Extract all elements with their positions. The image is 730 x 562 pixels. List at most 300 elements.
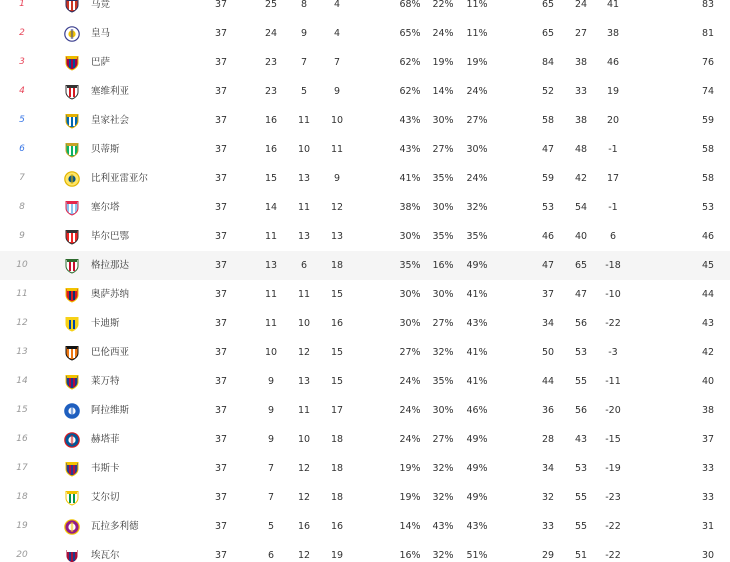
loss-pct-cell: 41% <box>466 347 488 358</box>
win-pct-cell: 43% <box>399 115 421 126</box>
osasuna-crest-icon <box>64 287 80 303</box>
goals-for-cell: 33 <box>541 521 555 532</box>
played-cell: 37 <box>214 57 228 68</box>
goals-against-cell: 38 <box>574 57 588 68</box>
win-pct-cell: 38% <box>399 202 421 213</box>
points-cell: 44 <box>701 289 715 300</box>
goals-against-cell: 55 <box>574 492 588 503</box>
loss-pct-cell: 32% <box>466 202 488 213</box>
goal-diff-cell: -1 <box>608 144 618 155</box>
huesca-crest-icon <box>64 461 80 477</box>
loss-pct-cell: 11% <box>466 28 488 39</box>
draws-cell: 13 <box>297 231 311 242</box>
draws-cell: 11 <box>297 289 311 300</box>
played-cell: 37 <box>214 28 228 39</box>
rank-cell: 8 <box>19 202 25 212</box>
points-cell: 58 <box>701 173 715 184</box>
goal-diff-cell: -15 <box>605 434 621 445</box>
loss-pct-cell: 35% <box>466 231 488 242</box>
wins-cell: 14 <box>264 202 278 213</box>
goal-diff-cell: -19 <box>605 463 621 474</box>
draws-cell: 13 <box>297 173 311 184</box>
draws-cell: 16 <box>297 521 311 532</box>
losses-cell: 7 <box>333 57 341 68</box>
win-pct-cell: 68% <box>399 0 421 10</box>
wins-cell: 16 <box>264 144 278 155</box>
draw-pct-cell: 14% <box>432 86 454 97</box>
points-cell: 45 <box>701 260 715 271</box>
wins-cell: 25 <box>264 0 278 10</box>
goals-for-cell: 36 <box>541 405 555 416</box>
rank-cell: 18 <box>16 492 28 502</box>
draws-cell: 12 <box>297 550 311 561</box>
goals-against-cell: 33 <box>574 86 588 97</box>
goal-diff-cell: -11 <box>605 376 621 387</box>
goal-diff-cell: -22 <box>605 521 621 532</box>
points-cell: 31 <box>701 521 715 532</box>
goals-for-cell: 32 <box>541 492 555 503</box>
losses-cell: 15 <box>330 347 344 358</box>
losses-cell: 10 <box>330 115 344 126</box>
goals-against-cell: 65 <box>574 260 588 271</box>
goals-for-cell: 46 <box>541 231 555 242</box>
goals-against-cell: 40 <box>574 231 588 242</box>
table-row[interactable] <box>0 193 730 222</box>
losses-cell: 17 <box>330 405 344 416</box>
table-row[interactable] <box>0 280 730 309</box>
wins-cell: 6 <box>267 550 275 561</box>
played-cell: 37 <box>214 347 228 358</box>
goals-for-cell: 65 <box>541 28 555 39</box>
table-row[interactable] <box>0 251 730 280</box>
team-name-link[interactable]: 毕尔巴鄂 <box>91 231 130 242</box>
wins-cell: 5 <box>267 521 275 532</box>
goals-against-cell: 27 <box>574 28 588 39</box>
granada-crest-icon <box>64 258 80 274</box>
draws-cell: 6 <box>300 260 308 271</box>
points-cell: 83 <box>701 0 715 10</box>
goals-for-cell: 34 <box>541 463 555 474</box>
goals-for-cell: 37 <box>541 289 555 300</box>
wins-cell: 15 <box>264 173 278 184</box>
win-pct-cell: 35% <box>399 260 421 271</box>
wins-cell: 9 <box>267 405 275 416</box>
table-row[interactable] <box>0 541 730 562</box>
wins-cell: 11 <box>264 289 278 300</box>
team-name-link[interactable]: 比利亚雷亚尔 <box>91 173 149 184</box>
goal-diff-cell: -22 <box>605 550 621 561</box>
points-cell: 40 <box>701 376 715 387</box>
atletico-crest-icon <box>64 0 80 13</box>
rank-cell: 11 <box>16 289 28 299</box>
points-cell: 81 <box>701 28 715 39</box>
real-sociedad-crest-icon <box>64 113 80 129</box>
rank-cell: 7 <box>19 173 25 183</box>
draw-pct-cell: 43% <box>432 521 454 532</box>
win-pct-cell: 30% <box>399 289 421 300</box>
goals-for-cell: 34 <box>541 318 555 329</box>
draws-cell: 9 <box>300 28 308 39</box>
rank-cell: 3 <box>19 57 25 67</box>
draws-cell: 10 <box>297 144 311 155</box>
rank-cell: 9 <box>19 231 25 241</box>
team-name-link[interactable]: 格拉那达 <box>91 260 130 271</box>
rank-cell: 14 <box>16 376 28 386</box>
win-pct-cell: 43% <box>399 144 421 155</box>
played-cell: 37 <box>214 463 228 474</box>
loss-pct-cell: 24% <box>466 86 488 97</box>
loss-pct-cell: 27% <box>466 115 488 126</box>
draw-pct-cell: 30% <box>432 289 454 300</box>
wins-cell: 13 <box>264 260 278 271</box>
losses-cell: 9 <box>333 173 341 184</box>
table-row[interactable] <box>0 425 730 454</box>
goals-against-cell: 56 <box>574 405 588 416</box>
goal-diff-cell: 41 <box>606 0 620 10</box>
valencia-crest-icon <box>64 345 80 361</box>
table-row[interactable] <box>0 367 730 396</box>
goals-against-cell: 24 <box>574 0 588 10</box>
wins-cell: 10 <box>264 347 278 358</box>
loss-pct-cell: 49% <box>466 463 488 474</box>
win-pct-cell: 24% <box>399 376 421 387</box>
goals-for-cell: 84 <box>541 57 555 68</box>
table-row[interactable] <box>0 338 730 367</box>
betis-crest-icon <box>64 142 80 158</box>
goals-against-cell: 53 <box>574 347 588 358</box>
goals-for-cell: 28 <box>541 434 555 445</box>
played-cell: 37 <box>214 202 228 213</box>
elche-crest-icon <box>64 490 80 506</box>
win-pct-cell: 19% <box>399 492 421 503</box>
rank-cell: 5 <box>19 115 25 125</box>
celta-crest-icon <box>64 200 80 216</box>
points-cell: 42 <box>701 347 715 358</box>
wins-cell: 11 <box>264 318 278 329</box>
sevilla-crest-icon <box>64 84 80 100</box>
rank-cell: 15 <box>16 405 28 415</box>
win-pct-cell: 16% <box>399 550 421 561</box>
losses-cell: 16 <box>330 318 344 329</box>
goals-for-cell: 53 <box>541 202 555 213</box>
draws-cell: 10 <box>297 434 311 445</box>
draw-pct-cell: 32% <box>432 347 454 358</box>
points-cell: 38 <box>701 405 715 416</box>
played-cell: 37 <box>214 0 228 10</box>
losses-cell: 15 <box>330 376 344 387</box>
played-cell: 37 <box>214 260 228 271</box>
goals-for-cell: 52 <box>541 86 555 97</box>
cadiz-crest-icon <box>64 316 80 332</box>
goal-diff-cell: 6 <box>609 231 617 242</box>
goal-diff-cell: 17 <box>606 173 620 184</box>
loss-pct-cell: 51% <box>466 550 488 561</box>
eibar-crest-icon <box>64 548 80 562</box>
team-name-link[interactable]: 塞维利亚 <box>91 86 130 97</box>
draws-cell: 5 <box>300 86 308 97</box>
points-cell: 53 <box>701 202 715 213</box>
goals-for-cell: 58 <box>541 115 555 126</box>
team-name-link[interactable]: 瓦拉多利德 <box>91 521 139 532</box>
table-row[interactable] <box>0 454 730 483</box>
win-pct-cell: 24% <box>399 434 421 445</box>
draw-pct-cell: 32% <box>432 463 454 474</box>
win-pct-cell: 62% <box>399 57 421 68</box>
goals-against-cell: 56 <box>574 318 588 329</box>
goal-diff-cell: -23 <box>605 492 621 503</box>
losses-cell: 9 <box>333 86 341 97</box>
losses-cell: 4 <box>333 0 341 10</box>
goals-against-cell: 43 <box>574 434 588 445</box>
team-name-link[interactable]: 韦斯卡 <box>91 463 120 474</box>
goals-for-cell: 47 <box>541 144 555 155</box>
table-row[interactable] <box>0 309 730 338</box>
table-row[interactable] <box>0 512 730 541</box>
played-cell: 37 <box>214 376 228 387</box>
goal-diff-cell: 38 <box>606 28 620 39</box>
goals-for-cell: 65 <box>541 0 555 10</box>
table-row[interactable] <box>0 106 730 135</box>
draw-pct-cell: 19% <box>432 57 454 68</box>
draw-pct-cell: 32% <box>432 492 454 503</box>
athletic-crest-icon <box>64 229 80 245</box>
points-cell: 30 <box>701 550 715 561</box>
goal-diff-cell: -18 <box>605 260 621 271</box>
points-cell: 59 <box>701 115 715 126</box>
draw-pct-cell: 27% <box>432 144 454 155</box>
loss-pct-cell: 46% <box>466 405 488 416</box>
win-pct-cell: 24% <box>399 405 421 416</box>
loss-pct-cell: 49% <box>466 434 488 445</box>
goals-against-cell: 48 <box>574 144 588 155</box>
draws-cell: 10 <box>297 318 311 329</box>
goals-for-cell: 47 <box>541 260 555 271</box>
loss-pct-cell: 19% <box>466 57 488 68</box>
wins-cell: 7 <box>267 492 275 503</box>
goals-against-cell: 51 <box>574 550 588 561</box>
loss-pct-cell: 49% <box>466 492 488 503</box>
draws-cell: 12 <box>297 463 311 474</box>
wins-cell: 16 <box>264 115 278 126</box>
played-cell: 37 <box>214 86 228 97</box>
points-cell: 58 <box>701 144 715 155</box>
wins-cell: 9 <box>267 376 275 387</box>
losses-cell: 15 <box>330 289 344 300</box>
wins-cell: 7 <box>267 463 275 474</box>
win-pct-cell: 30% <box>399 231 421 242</box>
getafe-crest-icon <box>64 432 80 448</box>
barcelona-crest-icon <box>64 55 80 71</box>
rank-cell: 6 <box>19 144 25 154</box>
table-row[interactable] <box>0 164 730 193</box>
levante-crest-icon <box>64 374 80 390</box>
played-cell: 37 <box>214 144 228 155</box>
points-cell: 37 <box>701 434 715 445</box>
goals-against-cell: 42 <box>574 173 588 184</box>
goals-against-cell: 47 <box>574 289 588 300</box>
played-cell: 37 <box>214 173 228 184</box>
goal-diff-cell: -10 <box>605 289 621 300</box>
draws-cell: 13 <box>297 376 311 387</box>
draws-cell: 11 <box>297 115 311 126</box>
team-name-link[interactable]: 赫塔菲 <box>91 434 120 445</box>
draw-pct-cell: 30% <box>432 405 454 416</box>
team-name-link[interactable]: 艾尔切 <box>91 492 120 503</box>
loss-pct-cell: 30% <box>466 144 488 155</box>
draw-pct-cell: 24% <box>432 28 454 39</box>
win-pct-cell: 30% <box>399 318 421 329</box>
team-name-link[interactable]: 莱万特 <box>91 376 120 387</box>
team-name-link[interactable]: 巴伦西亚 <box>91 347 130 358</box>
goals-against-cell: 55 <box>574 376 588 387</box>
wins-cell: 9 <box>267 434 275 445</box>
played-cell: 37 <box>214 405 228 416</box>
rank-cell: 19 <box>16 521 28 531</box>
goals-for-cell: 59 <box>541 173 555 184</box>
win-pct-cell: 41% <box>399 173 421 184</box>
draw-pct-cell: 27% <box>432 434 454 445</box>
draw-pct-cell: 35% <box>432 231 454 242</box>
losses-cell: 12 <box>330 202 344 213</box>
rank-cell: 4 <box>19 86 25 96</box>
valladolid-crest-icon <box>64 519 80 535</box>
team-name-link[interactable]: 马竞 <box>91 0 111 10</box>
goal-diff-cell: -1 <box>608 202 618 213</box>
table-row[interactable] <box>0 483 730 512</box>
rank-cell: 1 <box>19 0 25 9</box>
real-madrid-crest-icon <box>64 26 80 42</box>
rank-cell: 2 <box>19 28 25 38</box>
draw-pct-cell: 35% <box>432 376 454 387</box>
team-name-link[interactable]: 塞尔塔 <box>91 202 120 213</box>
loss-pct-cell: 43% <box>466 318 488 329</box>
team-name-link[interactable]: 卡迪斯 <box>91 318 120 329</box>
draw-pct-cell: 22% <box>432 0 454 10</box>
draws-cell: 12 <box>297 347 311 358</box>
table-row[interactable] <box>0 77 730 106</box>
team-name-link[interactable]: 皇马 <box>91 28 111 39</box>
wins-cell: 23 <box>264 86 278 97</box>
rank-cell: 16 <box>16 434 28 444</box>
draws-cell: 11 <box>297 405 311 416</box>
draws-cell: 11 <box>297 202 311 213</box>
draw-pct-cell: 32% <box>432 550 454 561</box>
goals-against-cell: 55 <box>574 521 588 532</box>
points-cell: 33 <box>701 463 715 474</box>
loss-pct-cell: 11% <box>466 0 488 10</box>
draw-pct-cell: 35% <box>432 173 454 184</box>
draw-pct-cell: 27% <box>432 318 454 329</box>
goal-diff-cell: 46 <box>606 57 620 68</box>
goals-for-cell: 50 <box>541 347 555 358</box>
draws-cell: 12 <box>297 492 311 503</box>
table-row[interactable] <box>0 48 730 77</box>
win-pct-cell: 65% <box>399 28 421 39</box>
wins-cell: 11 <box>264 231 278 242</box>
team-name-link[interactable]: 皇家社会 <box>91 115 130 126</box>
losses-cell: 18 <box>330 434 344 445</box>
draw-pct-cell: 16% <box>432 260 454 271</box>
rank-cell: 12 <box>16 318 28 328</box>
losses-cell: 18 <box>330 463 344 474</box>
team-name-link[interactable]: 奥萨苏纳 <box>91 289 130 300</box>
team-name-link[interactable]: 巴萨 <box>91 57 111 68</box>
goals-against-cell: 38 <box>574 115 588 126</box>
win-pct-cell: 62% <box>399 86 421 97</box>
goal-diff-cell: -22 <box>605 318 621 329</box>
rank-cell: 13 <box>16 347 28 357</box>
points-cell: 74 <box>701 86 715 97</box>
alaves-crest-icon <box>64 403 80 419</box>
goal-diff-cell: -20 <box>605 405 621 416</box>
points-cell: 43 <box>701 318 715 329</box>
loss-pct-cell: 43% <box>466 521 488 532</box>
goal-diff-cell: 20 <box>606 115 620 126</box>
losses-cell: 11 <box>330 144 344 155</box>
draws-cell: 7 <box>300 57 308 68</box>
played-cell: 37 <box>214 289 228 300</box>
played-cell: 37 <box>214 550 228 561</box>
goal-diff-cell: -3 <box>608 347 618 358</box>
played-cell: 37 <box>214 521 228 532</box>
goal-diff-cell: 19 <box>606 86 620 97</box>
draws-cell: 8 <box>300 0 308 10</box>
losses-cell: 4 <box>333 28 341 39</box>
points-cell: 76 <box>701 57 715 68</box>
team-name-link[interactable]: 埃瓦尔 <box>91 550 120 561</box>
draw-pct-cell: 30% <box>432 202 454 213</box>
table-row[interactable] <box>0 222 730 251</box>
table-row[interactable] <box>0 135 730 164</box>
rank-cell: 17 <box>16 463 28 473</box>
goals-against-cell: 53 <box>574 463 588 474</box>
played-cell: 37 <box>214 492 228 503</box>
played-cell: 37 <box>214 115 228 126</box>
win-pct-cell: 27% <box>399 347 421 358</box>
rank-cell: 10 <box>16 260 28 270</box>
played-cell: 37 <box>214 231 228 242</box>
wins-cell: 24 <box>264 28 278 39</box>
losses-cell: 18 <box>330 492 344 503</box>
loss-pct-cell: 24% <box>466 173 488 184</box>
points-cell: 46 <box>701 231 715 242</box>
draw-pct-cell: 30% <box>432 115 454 126</box>
win-pct-cell: 19% <box>399 463 421 474</box>
goals-for-cell: 44 <box>541 376 555 387</box>
points-cell: 33 <box>701 492 715 503</box>
team-name-link[interactable]: 贝蒂斯 <box>91 144 120 155</box>
team-name-link[interactable]: 阿拉维斯 <box>91 405 130 416</box>
table-row[interactable] <box>0 396 730 425</box>
losses-cell: 18 <box>330 260 344 271</box>
losses-cell: 16 <box>330 521 344 532</box>
played-cell: 37 <box>214 434 228 445</box>
loss-pct-cell: 41% <box>466 376 488 387</box>
played-cell: 37 <box>214 318 228 329</box>
villarreal-crest-icon <box>64 171 80 187</box>
loss-pct-cell: 41% <box>466 289 488 300</box>
table-row[interactable] <box>0 19 730 48</box>
goals-against-cell: 54 <box>574 202 588 213</box>
loss-pct-cell: 49% <box>466 260 488 271</box>
losses-cell: 19 <box>330 550 344 561</box>
rank-cell: 20 <box>16 550 28 560</box>
table-row[interactable] <box>0 0 730 19</box>
wins-cell: 23 <box>264 57 278 68</box>
goals-for-cell: 29 <box>541 550 555 561</box>
win-pct-cell: 14% <box>399 521 421 532</box>
losses-cell: 13 <box>330 231 344 242</box>
